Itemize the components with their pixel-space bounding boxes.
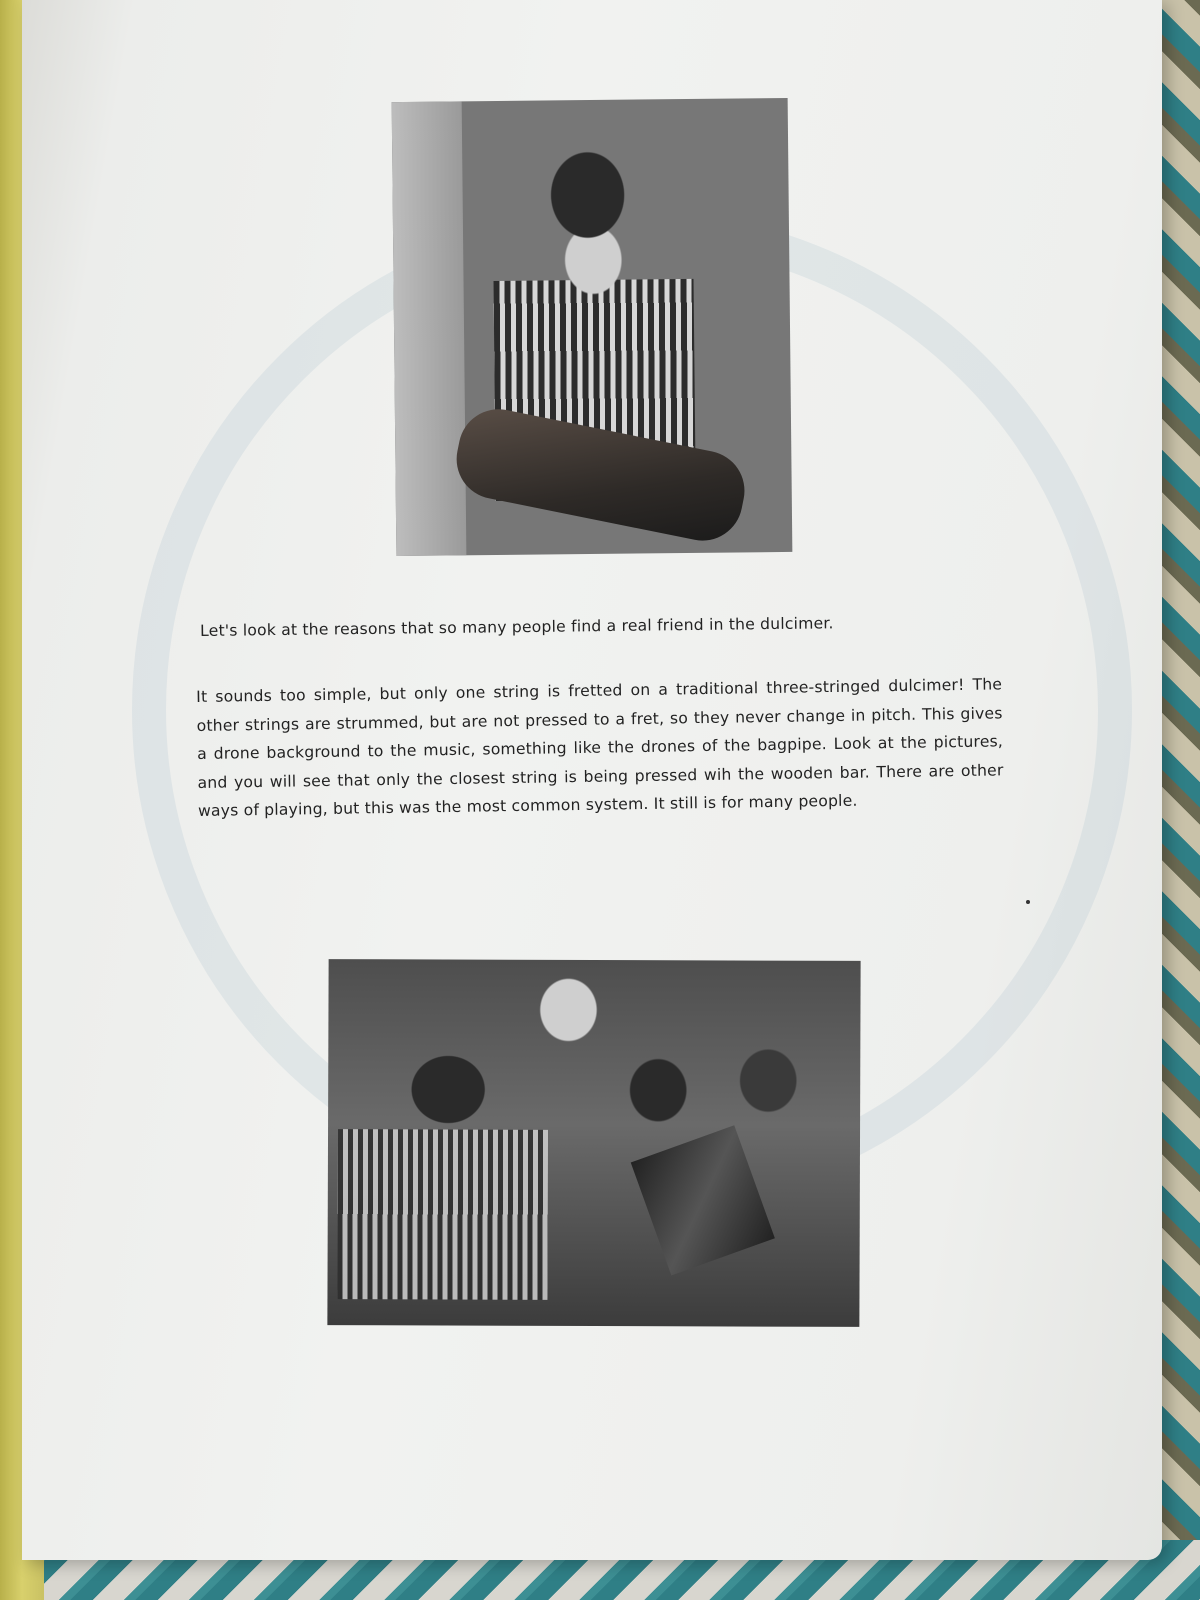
ink-speck [1026, 900, 1030, 904]
book-page [22, 0, 1162, 1560]
body-paragraph: It sounds too simple, but only one string is fretted on a traditional three-stringed dulcimer! The other strings are strummed, but are not pressed to a fret, so they never change in pitch. This gives a drone background to the music, something like the drones of the bagpipe. Look at the pictures, and you will see that only the closest string is being pressed wih the wooden bar. There are other ways of playing, but this was the most common system. It still is for many people. [196, 675, 1004, 820]
lead-sentence: Let's look at the reasons that so many people find a real friend in the dulcimer. [200, 614, 834, 640]
photo-man-playing-dulcimer [392, 98, 793, 556]
photo-group-of-musicians [327, 959, 860, 1327]
